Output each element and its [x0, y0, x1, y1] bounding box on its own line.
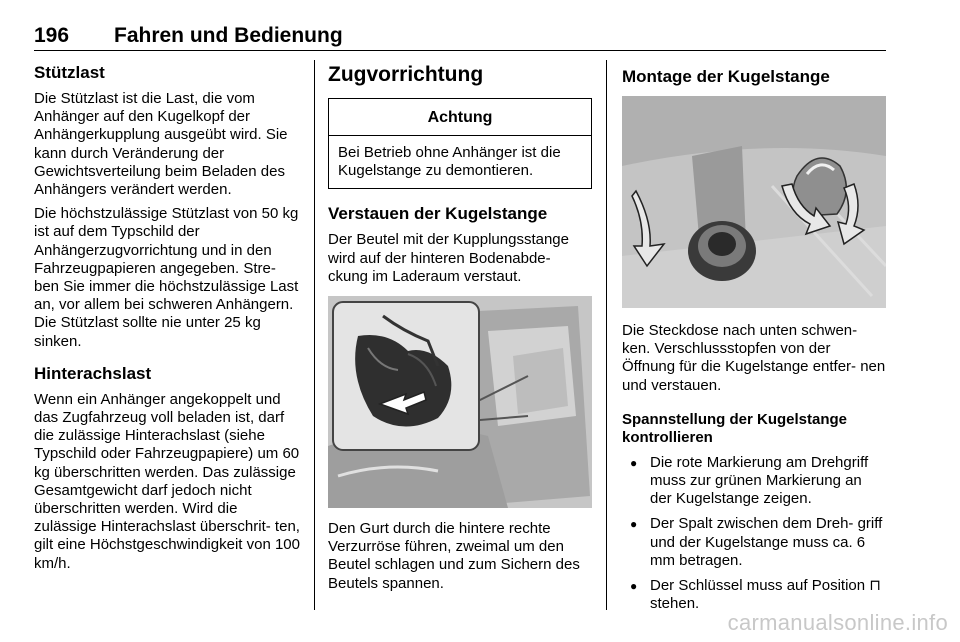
bullet-list	[622, 454, 886, 614]
subheading-verstauen: Verstauen der Kugelstange	[328, 204, 548, 224]
page-number: 196	[34, 24, 70, 47]
warning-box	[328, 98, 592, 189]
list-item: ● Der Spalt zwischen dem Dreh- griff und der Kugelstange muss ca. 6 mm betragen.	[622, 515, 886, 570]
watermark: carmanualsonline.info	[727, 610, 948, 635]
chapter-title: Fahren und Bedienung	[114, 24, 343, 47]
list-item: ● Der Schlüssel muss auf Position ⊓ stehen.	[622, 577, 886, 613]
column-3	[622, 62, 886, 613]
warning-title: Achtung	[329, 99, 591, 136]
paragraph: Die Stützlast ist die Last, die vom Anhänger auf den Kugelkopf der Anhängerkupplung ausgeübt wird. Sie kann durch Veränderung der Gewichtsverteilung beim Beladen des Anhängers verändert werden.	[34, 90, 288, 199]
section-heading-hinterachslast: Hinterachslast	[34, 363, 152, 383]
column-2	[328, 62, 592, 593]
paragraph: Die höchstzulässige Stützlast von 50 kg ist auf dem Typschild der Anhängerzugvorrichtung und in den Fahrzeugpapieren angegeben. Stre- ben Sie immer die höchstzulässige Last an, vor allem bei schweren Anhängern. Die Stützlast sollte nie unter 25 kg sinken.	[34, 205, 299, 350]
section-heading-montage: Montage der Kugelstange	[622, 67, 830, 86]
trunk-bag-illustration	[328, 296, 592, 508]
paragraph: Die Steckdose nach unten schwen- ken. Verschlussstopfen von der Öffnung für die Kugelstange entfer- nen und verstauen.	[622, 322, 886, 394]
paragraph: Den Gurt durch die hintere rechte Verzurröse führen, zweimal um den Beutel schlagen und zum Sichern des Beutels spannen.	[328, 520, 580, 592]
page-header	[34, 24, 886, 51]
section-heading-zugvorrichtung: Zugvorrichtung	[328, 63, 484, 86]
warning-text: Bei Betrieb ohne Anhänger ist die Kugelstange zu demontieren.	[338, 144, 561, 180]
subheading-spannstellung: Spannstellung der Kugelstange kontrollieren	[622, 410, 848, 446]
paragraph: Wenn ein Anhänger angekoppelt und das Zugfahrzeug voll beladen ist, darf die zulässige Hinterachslast (siehe Typschild oder Fahrzeugpapiere) um 60 kg überschritten werden. Das zulässige Gesamtgewicht darf jedoch nicht überschritten werden. Wird die zulässige Hinterachslast überschrit- ten, gilt eine Höchstgeschwindigkeit von 100 km/h.	[34, 390, 300, 572]
column-divider	[606, 60, 607, 610]
section-heading-stuetzlast: Stützlast	[34, 63, 105, 82]
paragraph: Der Beutel mit der Kupplungsstange wird auf der hinteren Bodenabde- ckung im Laderaum verstaut.	[328, 231, 569, 285]
ball-bar-mounting-illustration	[622, 96, 886, 308]
list-item: ● Die rote Markierung am Drehgriff muss zur grünen Markierung an der Kugelstange zeigen.	[622, 454, 886, 509]
column-1	[34, 62, 302, 573]
column-divider	[314, 60, 315, 610]
